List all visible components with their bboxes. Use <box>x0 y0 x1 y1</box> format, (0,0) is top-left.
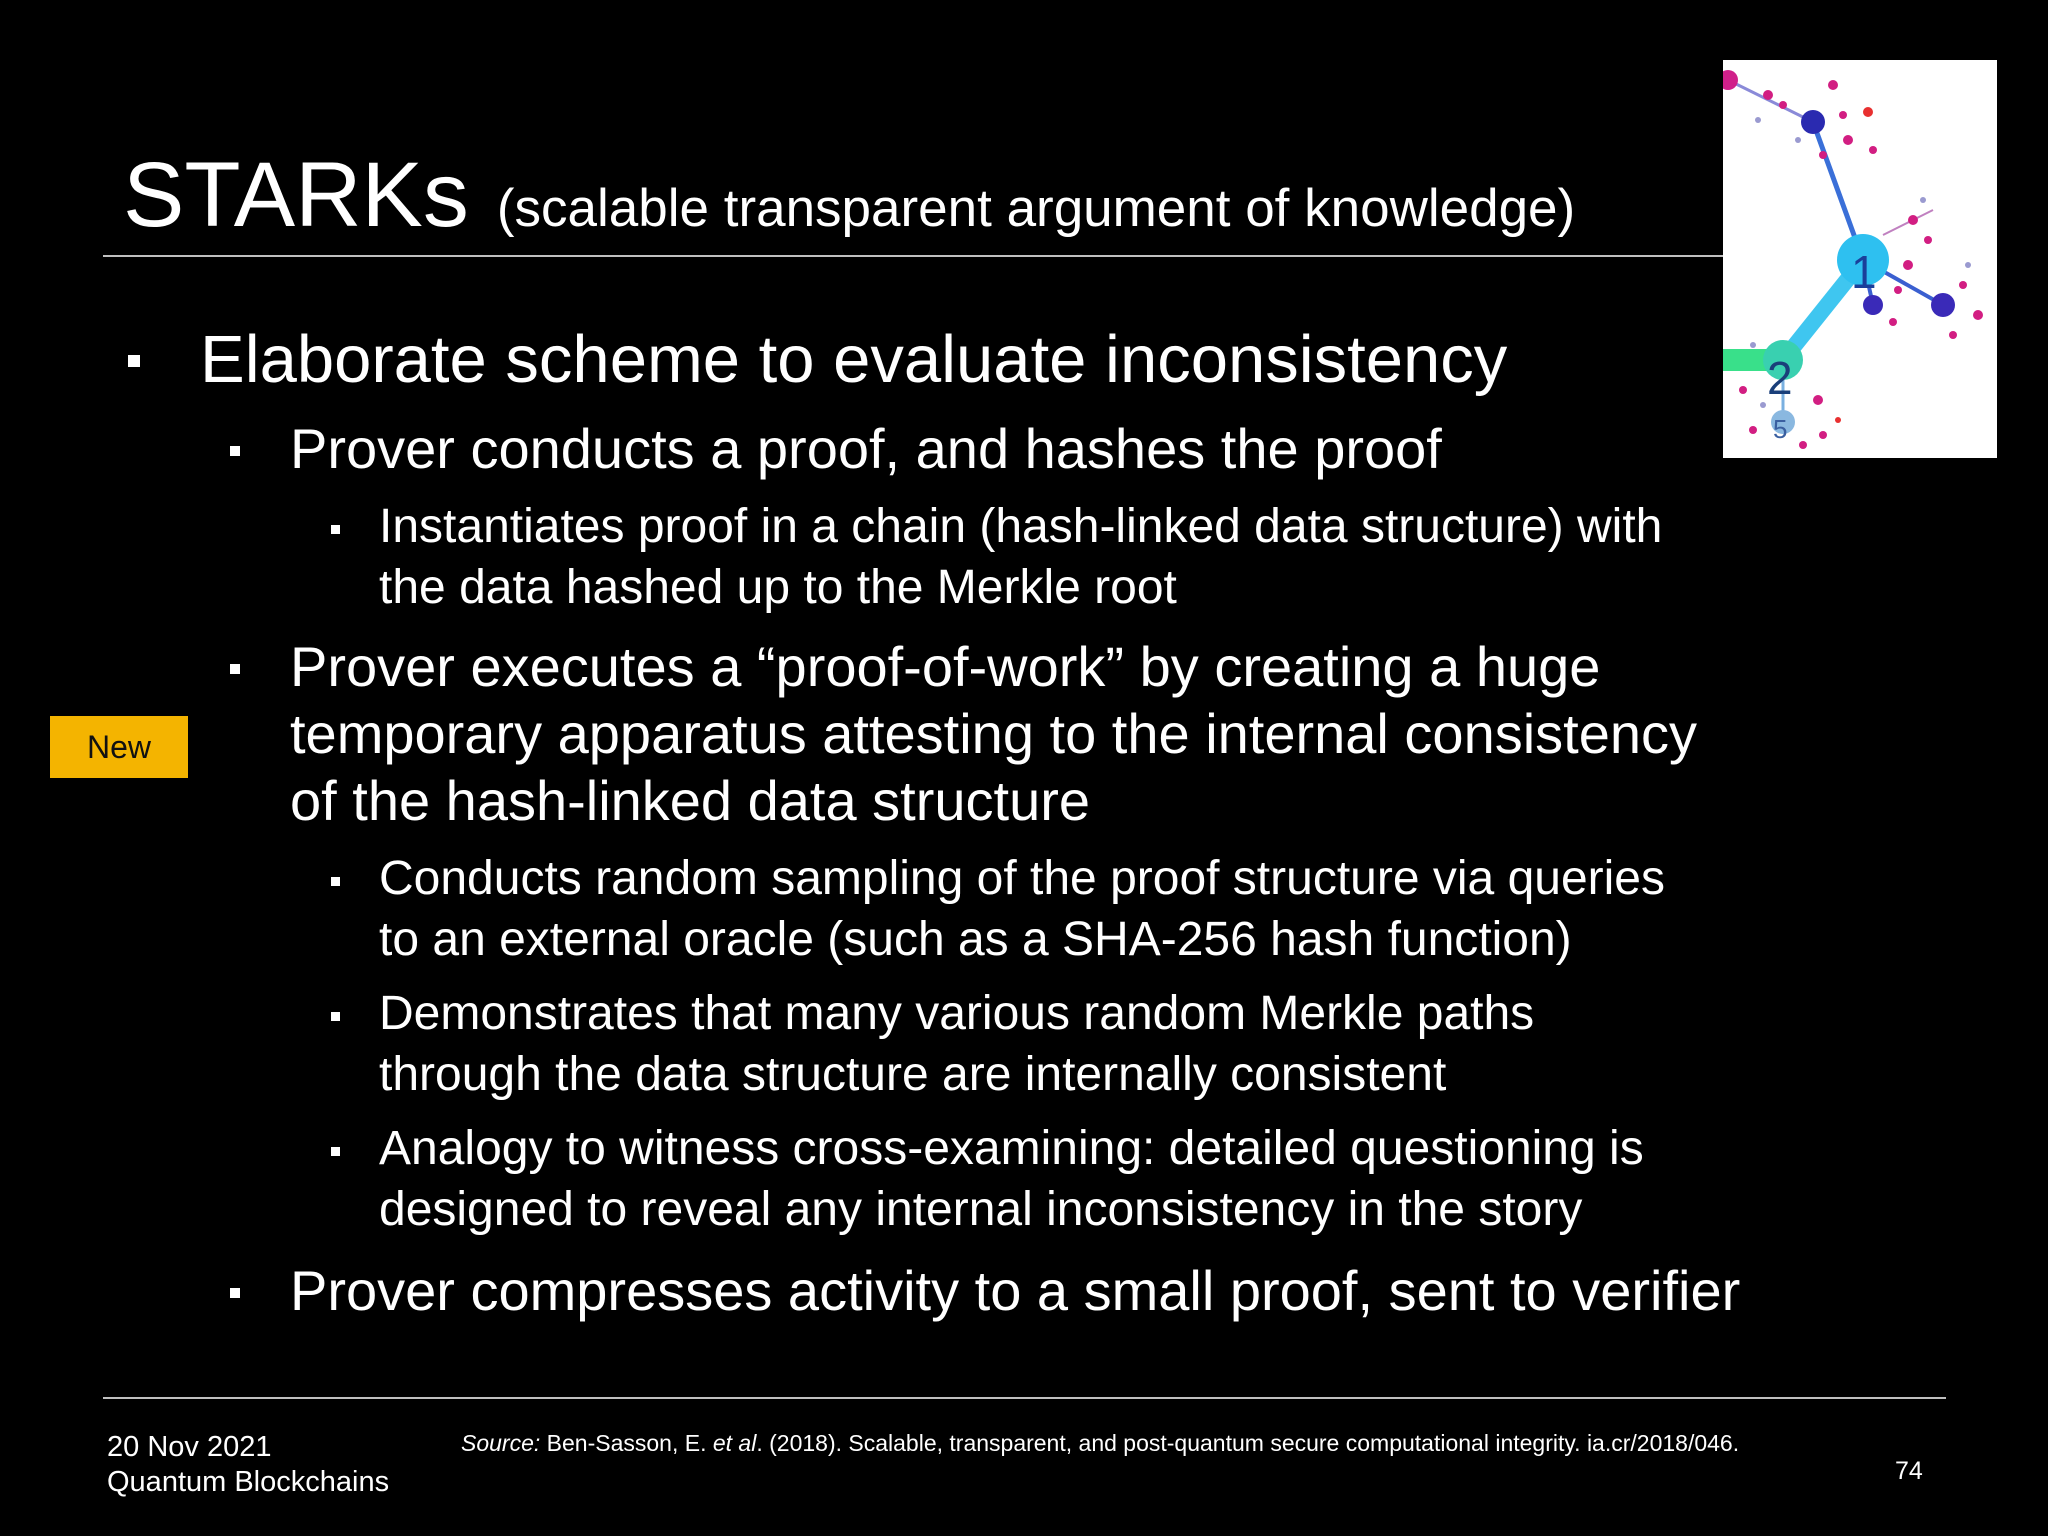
bullet-text-line: the data hashed up to the Merkle root <box>379 561 1177 614</box>
footer-date: 20 Nov 2021 <box>107 1431 272 1463</box>
bullet-text-line: Instantiates proof in a chain (hash-linked data structure) with <box>379 500 1663 553</box>
graph-node-label-5: 5 <box>1773 414 1788 444</box>
bullet-marker <box>331 525 340 534</box>
title-divider <box>103 255 1723 257</box>
source-details: . (2018). Scalable, transparent, and post-quantum secure computational integrity. ia.cr/2018/046. <box>756 1430 1740 1456</box>
graph-node-label-2: 2 <box>1767 352 1793 404</box>
title-main: STARKs <box>123 144 469 246</box>
title-subtitle: (scalable transparent argument of knowledge) <box>496 179 1576 238</box>
bullet-text-line: Prover conducts a proof, and hashes the proof <box>290 417 1442 480</box>
bullet-marker <box>230 664 240 674</box>
network-graph-svg <box>1723 60 1997 458</box>
slide-title <box>123 140 1575 264</box>
source-authors: Ben-Sasson, E. <box>546 1430 707 1456</box>
footer-info <box>107 1430 389 1500</box>
source-et-al: et al <box>712 1430 757 1456</box>
bullet-text-line: Demonstrates that many various random Merkle paths <box>379 987 1535 1040</box>
network-graph-image <box>1723 60 1997 458</box>
bullet-marker <box>230 446 240 456</box>
bullet-text-line: to an external oracle (such as a SHA-256 hash function) <box>379 913 1572 966</box>
bullet-marker <box>128 355 140 367</box>
bullet-text-line: through the data structure are internally consistent <box>379 1048 1447 1101</box>
bullet-text-line: Prover compresses activity to a small proof, sent to verifier <box>290 1259 1741 1322</box>
bullet-text-line: Analogy to witness cross-examining: detailed questioning is <box>379 1122 1644 1175</box>
bullet-marker <box>230 1288 240 1298</box>
bullet-text-line: of the hash-linked data structure <box>290 769 1091 832</box>
bullet-marker <box>331 1147 340 1156</box>
footer-deck-title: Quantum Blockchains <box>107 1466 390 1498</box>
source-citation <box>461 1428 1739 1458</box>
bullet-marker <box>331 1012 340 1021</box>
footer-divider <box>103 1397 1946 1399</box>
bullet-text-line: Conducts random sampling of the proof structure via queries <box>379 852 1665 905</box>
bullet-text-line: designed to reveal any internal inconsistency in the story <box>379 1183 1583 1236</box>
new-badge: New <box>50 716 188 778</box>
source-label: Source: <box>461 1430 541 1456</box>
bullet-text-line: temporary apparatus attesting to the internal consistency <box>290 702 1697 765</box>
bullet-text-line: Prover executes a “proof-of-work” by creating a huge <box>290 635 1601 698</box>
graph-node-label-1: 1 <box>1851 246 1877 298</box>
bullet-marker <box>331 877 340 886</box>
bullet-text-line: Elaborate scheme to evaluate inconsistency <box>200 322 1508 397</box>
page-number: 74 <box>1895 1457 1923 1485</box>
